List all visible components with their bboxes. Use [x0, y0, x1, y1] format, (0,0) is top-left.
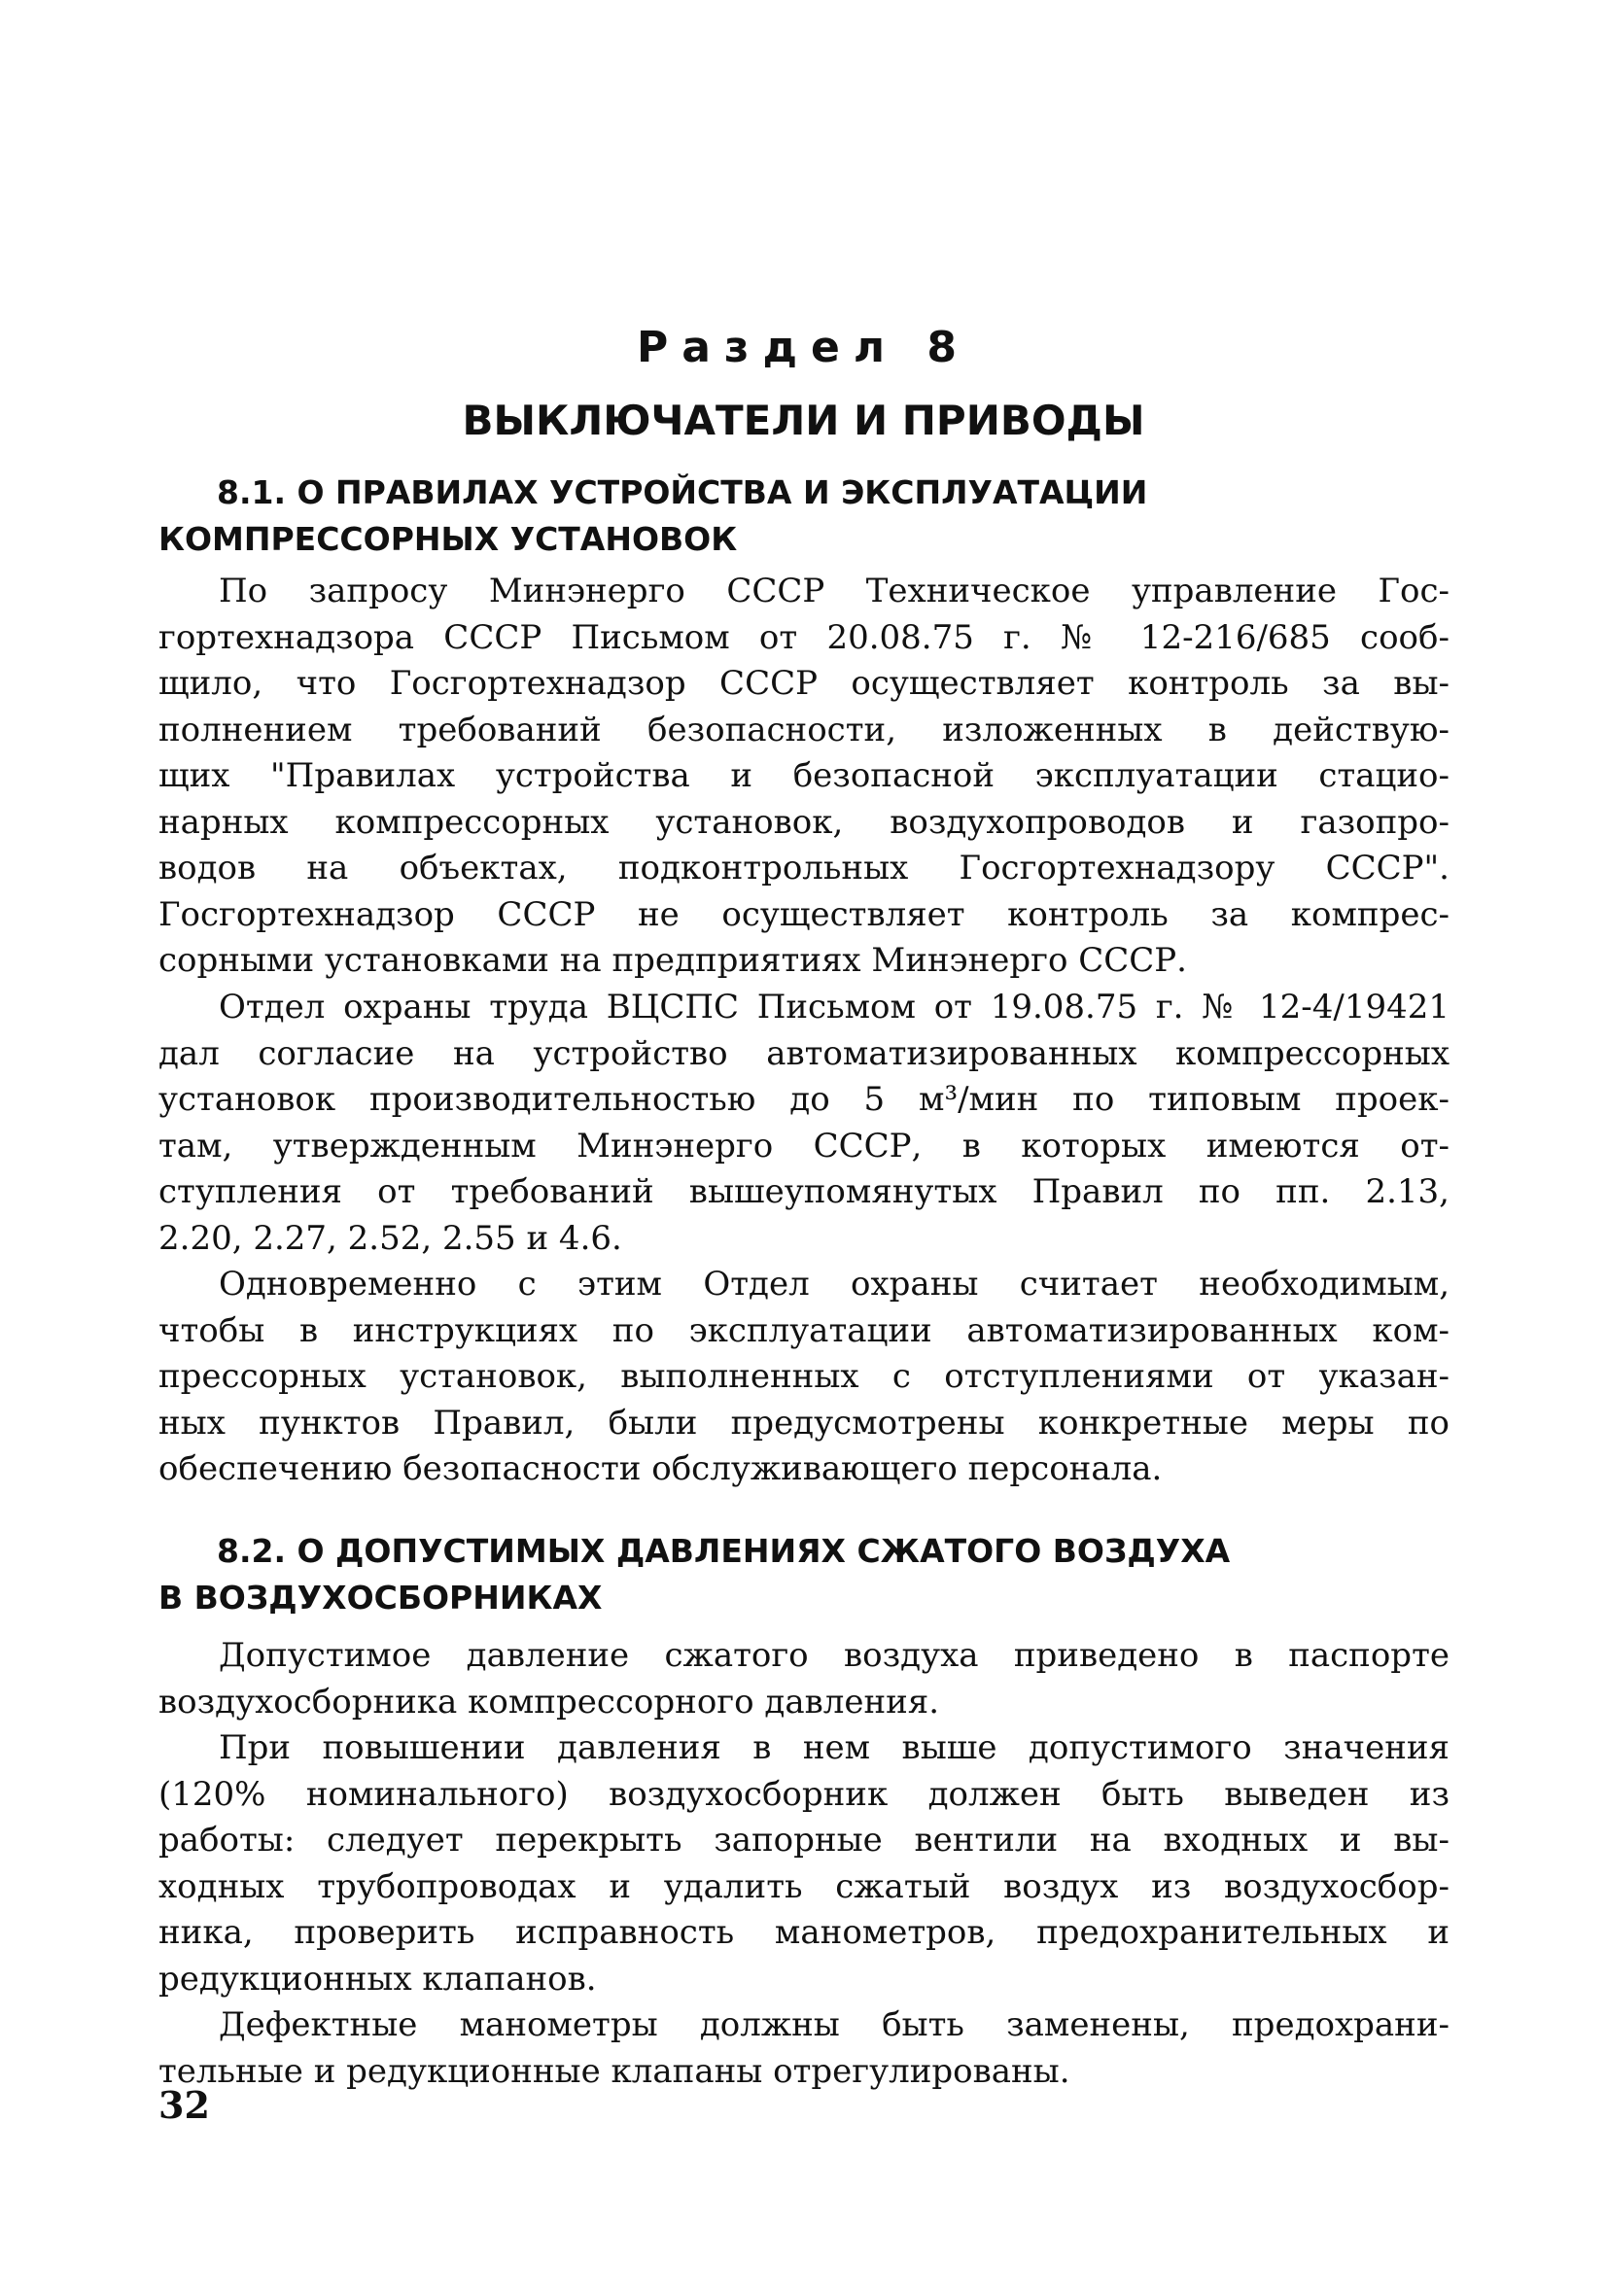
paragraph	[158, 2002, 1450, 2095]
paragraph	[158, 1633, 1450, 1725]
subsection-2-heading	[158, 1528, 1461, 1621]
text-line: Одновременно с этим Отдел охраны считает необходимым,	[219, 1265, 1450, 1304]
paragraph	[158, 1262, 1450, 1493]
text-line: ходных трубопроводах и удалить сжатый воздух из воздухосбор-	[158, 1866, 1450, 1906]
paragraph	[158, 1725, 1450, 2002]
text-line: По запросу Минэнерго СССР Техническое управление Гос-	[219, 572, 1450, 610]
heading-line: В ВОЗДУХОСБОРНИКАХ	[158, 1579, 603, 1617]
text-line: полнением требований безопасности, изложенных в действую-	[158, 710, 1450, 749]
text-line: ступления от требований вышеупомянутых Правил по пп. 2.13,	[158, 1172, 1450, 1211]
text-line: ника, проверить исправность манометров, предохранительных и	[158, 1913, 1450, 1952]
text-line: сорными установками на предприятиях Минэнерго СССР.	[158, 941, 1187, 980]
text-line: щих "Правилах устройства и безопасной эксплуатации стацио-	[158, 756, 1450, 795]
text-line: водов на объектах, подконтрольных Госгортехнадзору СССР".	[158, 849, 1450, 887]
text-line: щило, что Госгортехнадзор СССР осуществляет контроль за вы-	[158, 664, 1450, 703]
text-line: чтобы в инструкциях по эксплуатации автоматизированных ком-	[158, 1310, 1450, 1350]
text-line: дал согласие на устройство автоматизированных компрессорных	[158, 1033, 1450, 1073]
text-line: Допустимое давление сжатого воздуха приведено в паспорте	[219, 1636, 1450, 1675]
paragraph	[158, 569, 1450, 985]
text-line: гортехнадзора СССР Письмом от 20.08.75 г. № 12-216/685 сооб-	[158, 617, 1450, 657]
text-line: ных пунктов Правил, были предусмотрены конкретные меры по	[158, 1403, 1450, 1443]
text-line: нарных компрессорных установок, воздухопроводов и газопро-	[158, 802, 1450, 842]
text-line: редукционных клапанов.	[158, 1959, 597, 1999]
text-line: обеспечению безопасности обслуживающего персонала.	[158, 1449, 1163, 1488]
text-line: работы: следует перекрыть запорные вентили на входных и вы-	[158, 1821, 1450, 1860]
text-line: воздухосборника компрессорного давления.	[158, 1682, 940, 1722]
text-line: 2.20, 2.27, 2.52, 2.55 и 4.6.	[158, 1218, 622, 1258]
text-line: установок производительностью до 5 м³/мин по типовым проек-	[158, 1080, 1450, 1119]
text-line: тельные и редукционные клапаны отрегулированы.	[158, 2051, 1070, 2091]
text-line: При повышении давления в нем выше допустимого значения	[219, 1728, 1450, 1767]
text-line: там, утвержденным Минэнерго СССР, в которых имеются от-	[158, 1126, 1450, 1165]
heading-line: 8.2. О ДОПУСТИМЫХ ДАВЛЕНИЯХ СЖАТОГО ВОЗДУХА	[217, 1532, 1231, 1570]
text-line: (120% номинального) воздухосборник должен быть выведен из	[158, 1774, 1450, 1814]
subsection-1-heading	[158, 470, 1461, 563]
heading-line: 8.1. О ПРАВИЛАХ УСТРОЙСТВА И ЭКСПЛУАТАЦИИ	[217, 473, 1148, 511]
section-title: Раздел 8	[636, 323, 971, 372]
page-number: 32	[158, 2083, 210, 2127]
text-line: Госгортехнадзор СССР не осуществляет контроль за компрес-	[158, 894, 1450, 934]
heading-line: КОМПРЕССОРНЫХ УСТАНОВОК	[158, 520, 738, 558]
text-line: Дефектные манометры должны быть заменены, предохрани-	[219, 2005, 1450, 2044]
text-line: Отдел охраны труда ВЦСПС Письмом от 19.08.75 г. № 12-4/19421	[219, 988, 1450, 1026]
paragraph	[158, 985, 1450, 1262]
text-line: прессорных установок, выполненных с отступлениями от указан-	[158, 1357, 1450, 1396]
section-subtitle: ВЫКЛЮЧАТЕЛИ И ПРИВОДЫ	[462, 397, 1145, 444]
